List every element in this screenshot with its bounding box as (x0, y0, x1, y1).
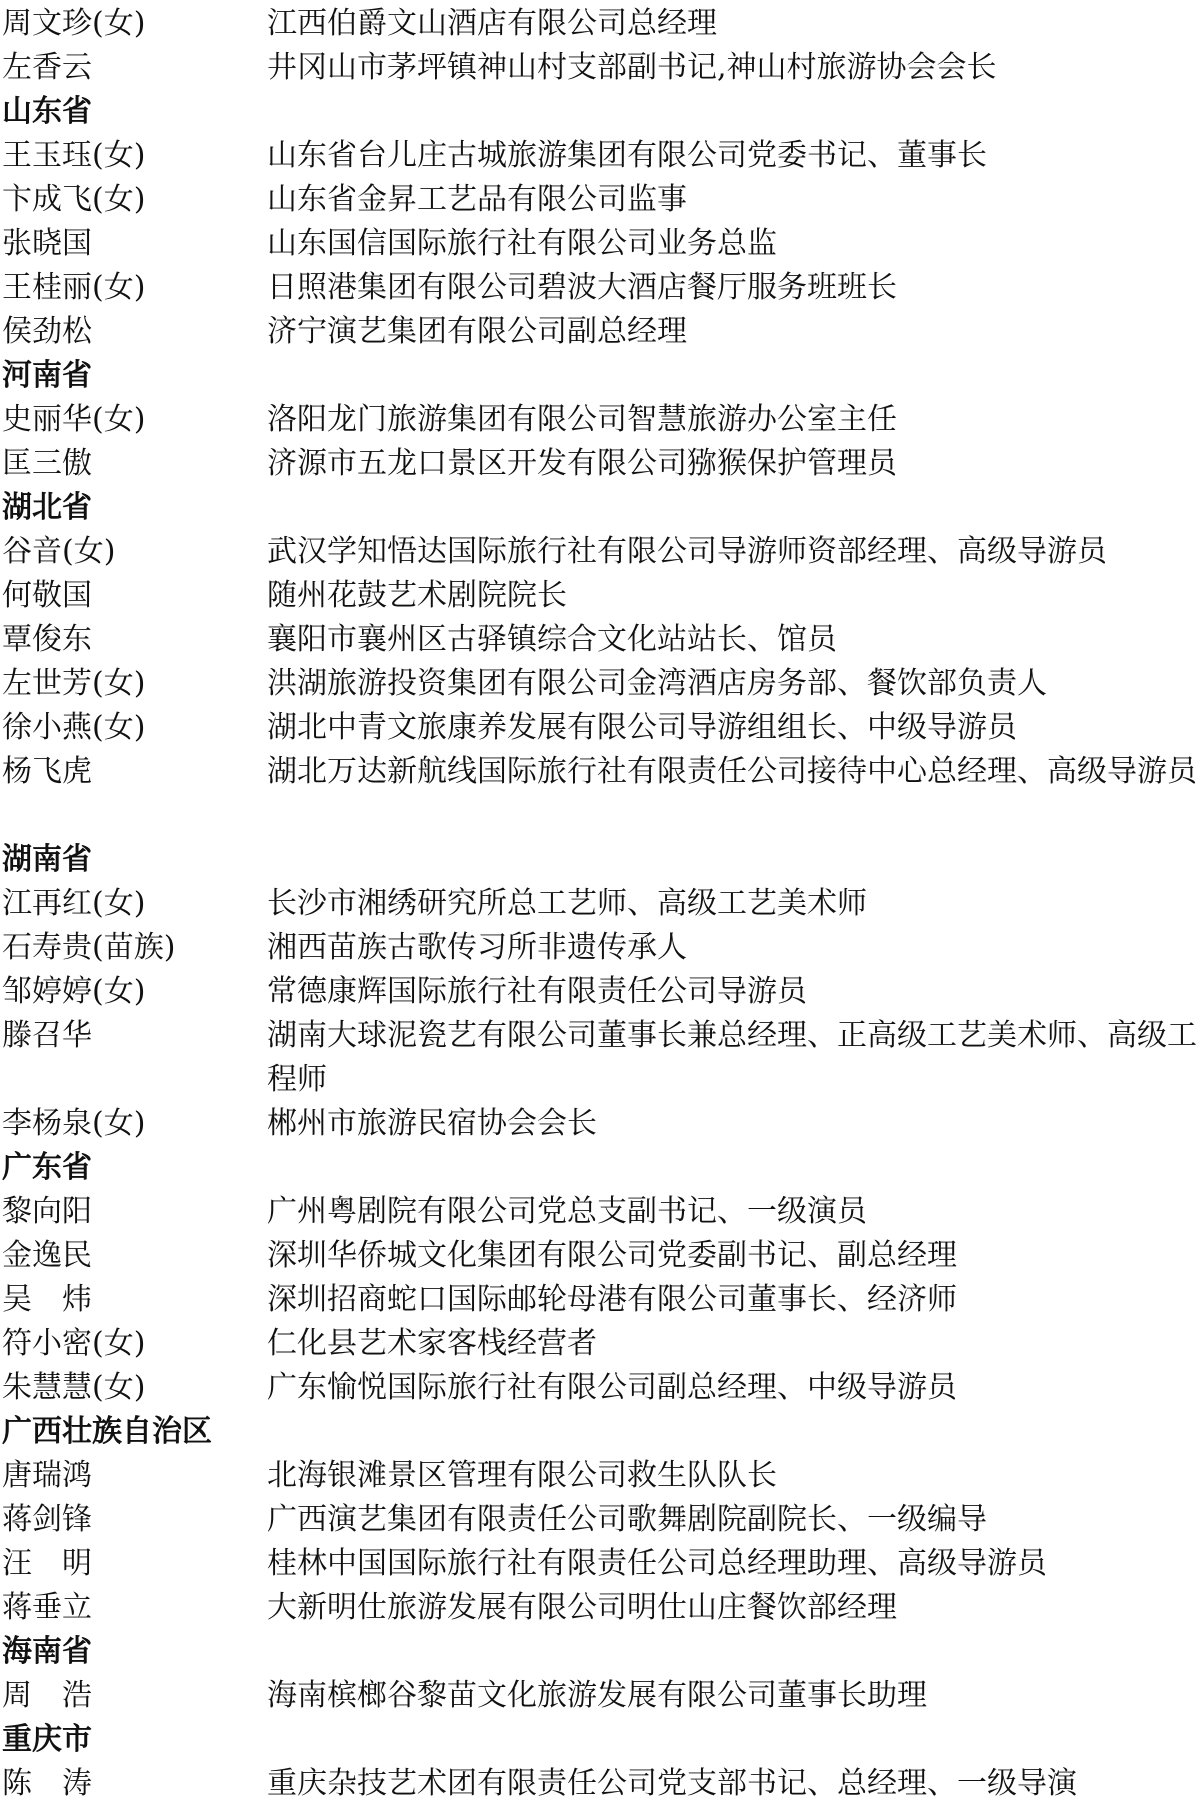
honoree-title: 随州花鼓艺术剧院院长 (267, 578, 567, 613)
honoree-row (0, 1322, 1200, 1366)
honoree-title: 北海银滩景区管理有限公司救生队队长 (267, 1458, 777, 1493)
province-heading: 湖北省 (2, 490, 92, 525)
honoree-title: 洛阳龙门旅游集团有限公司智慧旅游办公室主任 (267, 402, 897, 437)
honoree-row (0, 1190, 1200, 1234)
honoree-title: 湘西苗族古歌传习所非遗传承人 (267, 930, 687, 965)
honoree-row (0, 1762, 1200, 1806)
honoree-name: 卞成飞(女) (2, 182, 146, 217)
honoree-title: 湖南大球泥瓷艺有限公司董事长兼总经理、正高级工艺美术师、高级工程师 (267, 1018, 1197, 1097)
honoree-name: 周 浩 (2, 1678, 92, 1713)
honoree-title: 仁化县艺术家客栈经营者 (267, 1326, 597, 1361)
honoree-name: 蒋垂立 (2, 1590, 92, 1625)
honoree-name: 石寿贵(苗族) (2, 930, 176, 965)
honoree-name: 匡三傲 (2, 446, 92, 481)
province-heading: 重庆市 (2, 1722, 92, 1757)
honoree-name: 史丽华(女) (2, 402, 146, 437)
honoree-row (0, 926, 1200, 970)
honoree-name: 左世芳(女) (2, 666, 146, 701)
honoree-title: 井冈山市茅坪镇神山村支部副书记,神山村旅游协会会长 (267, 50, 997, 85)
province-heading: 山东省 (2, 94, 92, 129)
honoree-name: 朱慧慧(女) (2, 1370, 146, 1405)
honoree-row (0, 706, 1200, 750)
honoree-name: 王桂丽(女) (2, 270, 146, 305)
honoree-row (0, 1234, 1200, 1278)
honoree-row (0, 266, 1200, 310)
honoree-title: 济源市五龙口景区开发有限公司猕猴保护管理员 (267, 446, 897, 481)
honoree-row (0, 1586, 1200, 1630)
honoree-title: 湖北万达新航线国际旅行社有限责任公司接待中心总经理、高级导游员 (267, 754, 1197, 789)
honoree-name: 张晓国 (2, 226, 92, 261)
honoree-title: 郴州市旅游民宿协会会长 (267, 1106, 597, 1141)
honoree-title: 襄阳市襄州区古驿镇综合文化站站长、馆员 (267, 622, 837, 657)
honoree-name: 侯劲松 (2, 314, 92, 349)
honoree-title: 重庆杂技艺术团有限责任公司党支部书记、总经理、一级导演 (267, 1766, 1077, 1801)
honoree-name: 陈 涛 (2, 1766, 92, 1801)
honoree-name: 徐小燕(女) (2, 710, 146, 745)
honoree-name: 江再红(女) (2, 886, 146, 921)
honoree-title: 长沙市湘绣研究所总工艺师、高级工艺美术师 (267, 886, 867, 921)
honoree-title: 武汉学知悟达国际旅行社有限公司导游师资部经理、高级导游员 (267, 534, 1107, 569)
honoree-row (0, 310, 1200, 354)
honoree-title: 广东愉悦国际旅行社有限公司副总经理、中级导游员 (267, 1370, 957, 1405)
honoree-row (0, 574, 1200, 618)
honoree-title: 江西伯爵文山酒店有限公司总经理 (267, 6, 717, 41)
honoree-row (0, 222, 1200, 266)
honoree-name: 谷音(女) (2, 534, 116, 569)
honoree-row (0, 1454, 1200, 1498)
honoree-title: 山东省台儿庄古城旅游集团有限公司党委书记、董事长 (267, 138, 987, 173)
honoree-row (0, 662, 1200, 706)
honoree-title: 海南槟榔谷黎苗文化旅游发展有限公司董事长助理 (267, 1678, 927, 1713)
honoree-row (0, 882, 1200, 926)
honoree-name: 周文珍(女) (2, 6, 146, 41)
honoree-name: 王玉珏(女) (2, 138, 146, 173)
honoree-row (0, 398, 1200, 442)
honoree-row (0, 178, 1200, 222)
honoree-name: 吴 炜 (2, 1282, 92, 1317)
honoree-name: 符小密(女) (2, 1326, 146, 1361)
honoree-name: 邹婷婷(女) (2, 974, 146, 1009)
honoree-row (0, 46, 1200, 90)
honoree-name: 何敬国 (2, 578, 92, 613)
honoree-row (0, 750, 1200, 838)
honoree-name: 覃俊东 (2, 622, 92, 657)
honoree-title: 湖北中青文旅康养发展有限公司导游组组长、中级导游员 (267, 710, 1017, 745)
honoree-name: 滕召华 (2, 1018, 92, 1053)
honoree-row (0, 1278, 1200, 1322)
honoree-name: 左香云 (2, 50, 92, 85)
province-heading: 河南省 (2, 358, 92, 393)
province-heading: 湖南省 (2, 842, 92, 877)
honoree-row (0, 970, 1200, 1014)
honoree-name: 杨飞虎 (2, 754, 92, 789)
honoree-title: 大新明仕旅游发展有限公司明仕山庄餐饮部经理 (267, 1590, 897, 1625)
province-heading: 海南省 (2, 1634, 92, 1669)
honoree-name: 金逸民 (2, 1238, 92, 1273)
honoree-title: 广西演艺集团有限责任公司歌舞剧院副院长、一级编导 (267, 1502, 987, 1537)
honoree-title: 常德康辉国际旅行社有限责任公司导游员 (267, 974, 807, 1009)
honoree-title: 深圳招商蛇口国际邮轮母港有限公司董事长、经济师 (267, 1282, 957, 1317)
province-heading: 广西壮族自治区 (2, 1414, 212, 1449)
honoree-row (0, 1014, 1200, 1102)
honoree-row (0, 530, 1200, 574)
honoree-row (0, 134, 1200, 178)
honoree-name: 唐瑞鸿 (2, 1458, 92, 1493)
honoree-row (0, 1102, 1200, 1146)
honoree-row (0, 442, 1200, 486)
honoree-title: 日照港集团有限公司碧波大酒店餐厅服务班班长 (267, 270, 897, 305)
honoree-row (0, 1498, 1200, 1542)
honoree-name: 李杨泉(女) (2, 1106, 146, 1141)
honoree-title: 山东省金昇工艺品有限公司监事 (267, 182, 687, 217)
honoree-title: 桂林中国国际旅行社有限责任公司总经理助理、高级导游员 (267, 1546, 1047, 1581)
honoree-name: 蒋剑锋 (2, 1502, 92, 1537)
honoree-row (0, 1366, 1200, 1410)
honoree-name: 汪 明 (2, 1546, 92, 1581)
honoree-row (0, 2, 1200, 46)
honoree-title: 广州粤剧院有限公司党总支副书记、一级演员 (267, 1194, 867, 1229)
honoree-row (0, 1674, 1200, 1718)
honoree-title: 山东国信国际旅行社有限公司业务总监 (267, 226, 777, 261)
province-heading: 广东省 (2, 1150, 92, 1185)
honoree-row (0, 1542, 1200, 1586)
honoree-row (0, 618, 1200, 662)
honoree-title: 深圳华侨城文化集团有限公司党委副书记、副总经理 (267, 1238, 957, 1273)
honoree-title: 济宁演艺集团有限公司副总经理 (267, 314, 687, 349)
honoree-name: 黎向阳 (2, 1194, 92, 1229)
honoree-title: 洪湖旅游投资集团有限公司金湾酒店房务部、餐饮部负责人 (267, 666, 1047, 701)
